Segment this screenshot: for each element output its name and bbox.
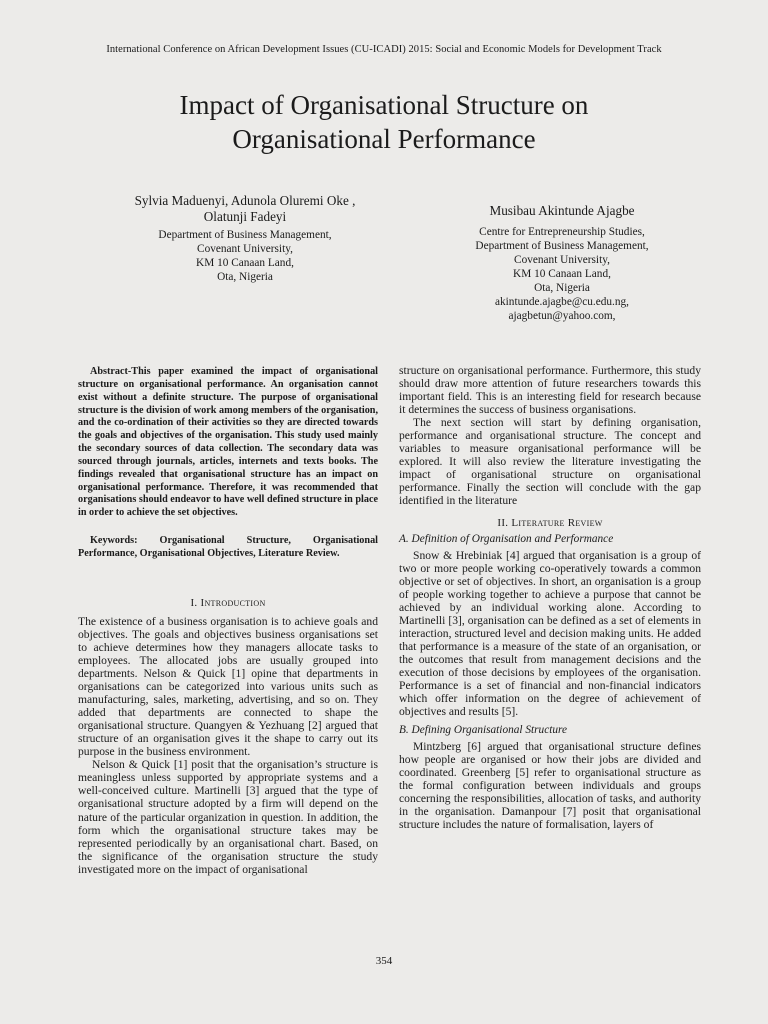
- affiliation-line: Covenant University,: [514, 254, 610, 266]
- paper-title: [84, 88, 684, 156]
- abstract-text: Abstract-This paper examined the impact of organisational structure on organisational performance. An organisation cannot exist without a definite structure. The purpose of organisational structure is the division of work among members of the organisation, and the co-ordination of their activities so they are directed towards the goals and objectives of the organisation. This study used mainly the secondary sources of data collection. The secondary data was sourced through journals, articles, internets and texts books. The findings revealed that organisational structure has an impact on organisational performance. Therefore, it was recommended that organisations should endeavor to have well defined structure in place in order to achieve the set objectives.: [78, 366, 378, 519]
- title-line-2: Organisational Performance: [232, 124, 536, 154]
- affiliation-line: KM 10 Canaan Land,: [196, 257, 294, 269]
- paragraph: Mintzberg [6] argued that organisational structure defines how people are organised or how their jobs are divided and coordinated. Greenberg [5] refer to organisational structure as the formal configuration between individuals and groups concerning the responsibilities, allocation of tasks, and authority in the organisation. Damanpour [7] posit that organisational structure includes the nature of formalisation, layers of: [399, 740, 701, 832]
- introduction-body: [78, 615, 378, 876]
- page-number: 354: [375, 955, 393, 967]
- subsection-a-body: [399, 549, 701, 719]
- affiliation-line: Ota, Nigeria: [534, 282, 590, 294]
- author-names: [412, 203, 712, 219]
- paragraph: The next section will start by defining organisation, performance and organisational structure. The concept and variables to measure organisational performance will be explored. It will also review the literature investigating the impact of organisational structure on organisational performance. Finally the section will conclude with the gap identified in the literature: [399, 416, 701, 508]
- affiliation-line: Department of Business Management,: [475, 240, 649, 252]
- paragraph: The existence of a business organisation is to achieve goals and objectives. The goals and objectives business organisations set to achieve determines how they managers allocate tasks to employees. The allocated jobs are usually grouped into departments. Nelson & Quick [1] opine that departments in organisations can be categorized into various units such as manufacturing, sales, marketing, advertising, and so on. They added that departments are connected to shape the organisational structure. Quangyen & Yezhuang [2] argued that structure of an organisation gives it the shape to carry out its purpose in the business environment.: [78, 614, 378, 759]
- affiliation-line: Department of Business Management,: [158, 229, 332, 241]
- paragraph: Snow & Hrebiniak [4] argued that organisation is a group of two or more people working co-operatively towards a common objective or set of objectives. In short, an organisation is a group of people working together to achieve a purpose that cannot be achieved by an individual working alone. According to Martinelli [3], organisation can be defined as a set of elements in interaction, structured level and decision making units. He added that performance is a measure of the state of an organisation, or the outcomes that result from management decisions and the execution of those decisions by employees of the organisation. Performance is a set of financial and non-financial indicators which offer information on the degree of achievement of objectives and results [5].: [399, 548, 701, 719]
- affiliation: [412, 225, 712, 323]
- section-heading-literature-review: II. Literature Review: [497, 516, 603, 529]
- affiliation-line: Covenant University,: [197, 243, 293, 255]
- left-column: [78, 366, 378, 876]
- introduction-continued: [399, 364, 701, 508]
- conference-header: International Conference on African Development Issues (CU-ICADI) 2015: Social and Economic Models for Development Track: [106, 44, 662, 55]
- affiliation-line: Ota, Nigeria: [217, 271, 273, 283]
- affiliation: [90, 228, 400, 284]
- email-link[interactable]: akintunde.ajagbe@cu.edu.ng,: [495, 296, 629, 308]
- author-name-line: Musibau Akintunde Ajagbe: [489, 203, 635, 218]
- paragraph: Nelson & Quick [1] posit that the organisation’s structure is meaningless unless supported by appropriate systems and a well-conceived culture. Martinelli [3] argued that the type of organisational structure adopted by a firm will depend on the nature of the particular organization in question. In addition, the form which the organisational structure takes may be represented periodically by an organisational chart. Based, on the significance of the organisation structure the study investigated more on the impact of organisational: [78, 758, 378, 876]
- author-name-line: Olatunji Fadeyi: [203, 209, 287, 224]
- abstract-block: [78, 366, 378, 561]
- keywords-text: Keywords: Organisational Structure, Organisational Performance, Organisational Objectives, Literature Review.: [78, 535, 378, 559]
- author-names: [90, 193, 400, 225]
- author-block-right: [412, 203, 712, 323]
- section-heading-introduction: I. Introduction: [190, 596, 266, 609]
- affiliation-line: KM 10 Canaan Land,: [513, 268, 611, 280]
- author-block-left: [90, 193, 400, 284]
- author-name-line: Sylvia Maduenyi, Adunola Oluremi Oke ,: [134, 193, 356, 208]
- right-column: [399, 364, 701, 831]
- affiliation-line: Centre for Entrepreneurship Studies,: [479, 226, 645, 238]
- subsection-b-body: [399, 740, 701, 831]
- email-link[interactable]: ajagbetun@yahoo.com,: [508, 310, 616, 322]
- paragraph: structure on organisational performance. Furthermore, this study should draw more attention of future researchers towards this important field. This is an interesting field for research because it determines the success of business organisations.: [399, 364, 701, 417]
- title-line-1: Impact of Organisational Structure on: [179, 90, 589, 120]
- subsection-heading-b: B. Defining Organisational Structure: [399, 724, 567, 737]
- subsection-heading-a: A. Definition of Organisation and Performance: [399, 532, 614, 545]
